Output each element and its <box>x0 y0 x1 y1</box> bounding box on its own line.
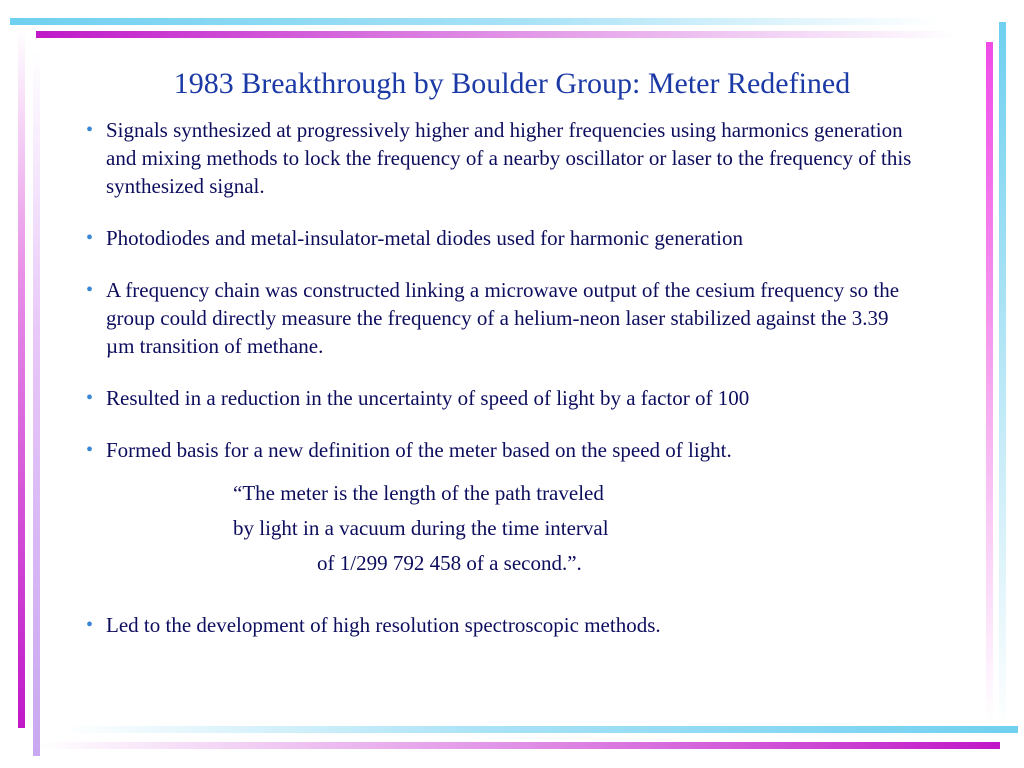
bullet-text: Signals synthesized at progressively higher and higher frequencies using harmonics generation and mixing methods to lock the frequency of a nearby oscillator or laser to the frequency of this synthesized signal. <box>106 118 912 198</box>
bullet-dot-icon: • <box>86 614 94 636</box>
frame-bar-right-cyan <box>999 22 1006 732</box>
bullet-item <box>86 384 916 412</box>
quote-line: by light in a vacuum during the time interval <box>233 516 609 540</box>
slide-body <box>86 116 916 639</box>
quote-line: of 1/299 792 458 of a second.”. <box>317 551 582 575</box>
bullet-item <box>86 436 916 464</box>
frame-bar-bottom-magenta <box>40 742 1000 749</box>
bullet-item <box>86 611 916 639</box>
bullet-text: Formed basis for a new definition of the meter based on the speed of light. <box>106 438 732 462</box>
bullet-dot-icon: • <box>86 279 94 301</box>
frame-bar-left-lilac <box>33 50 40 756</box>
bullet-item <box>86 116 916 200</box>
frame-bar-top-cyan <box>10 18 940 25</box>
bullet-dot-icon: • <box>86 387 94 409</box>
bullet-item <box>86 276 916 360</box>
slide-title: 1983 Breakthrough by Boulder Group: Meter Redefined <box>173 67 851 100</box>
meter-definition-quote <box>86 476 916 581</box>
bullet-text: Resulted in a reduction in the uncertainty of speed of light by a factor of 100 <box>106 386 750 410</box>
bullet-dot-icon: • <box>86 227 94 249</box>
bullet-item <box>86 224 916 252</box>
frame-bar-left-magenta <box>18 30 25 728</box>
quote-line: “The meter is the length of the path traveled <box>233 481 604 505</box>
frame-bar-right-magenta <box>986 42 993 722</box>
bullet-dot-icon: • <box>86 439 94 461</box>
bullet-text: A frequency chain was constructed linking a microwave output of the cesium frequency so the group could directly measure the frequency of a helium-neon laser stabilized against the 3.39 µm transition of methane. <box>106 278 900 358</box>
bullet-text: Photodiodes and metal-insulator-metal diodes used for harmonic generation <box>106 226 743 250</box>
frame-bar-bottom-cyan <box>60 726 1018 733</box>
bullet-text: Led to the development of high resolution spectroscopic methods. <box>106 613 661 637</box>
bullet-dot-icon: • <box>86 119 94 141</box>
frame-bar-top-magenta <box>36 31 956 38</box>
